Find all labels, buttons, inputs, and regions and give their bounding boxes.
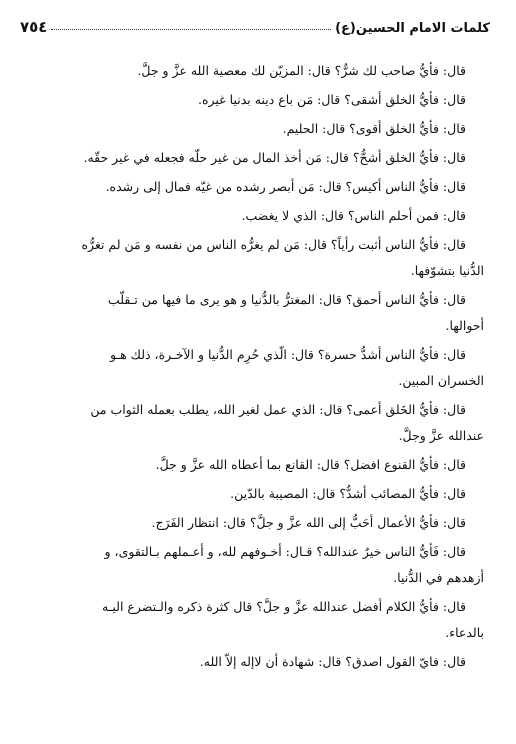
paragraph xyxy=(36,287,484,339)
paragraph xyxy=(36,116,466,142)
page-body xyxy=(36,58,484,678)
page-header xyxy=(20,14,490,36)
paragraph xyxy=(36,58,466,84)
paragraph-text: قال: فأيُّ صاحب لك شرٌّ؟ قال: المزيّن لك معصية الله عزَّ و جلَّ. xyxy=(137,63,466,78)
paragraph xyxy=(36,87,466,113)
paragraph-text: قال: فَأيُّ الناس خيرٌ عندالله؟ قـال: أخـوفهم لله، و أعـملهم بـالتقوى، و xyxy=(104,544,466,559)
paragraph-text: قال: فأيُّ الناس أحمق؟ قال: المغترُّ بالدُّنيا و هو يرى ما فيها من تـقلّب xyxy=(107,292,466,307)
paragraph-text: قال: فأيُّ الخلق أشحُّ؟ قال: مَن أخذ المال من غير حلّه فجعله في غير حقّه. xyxy=(83,150,466,165)
paragraph xyxy=(36,452,466,478)
paragraph-text: قال: فأيُّ الخلق أشقى؟ قال: مَن باع دينه بدنيا غيره. xyxy=(197,92,466,107)
paragraph-text: قال: فمن أحلم الناس؟ قال: الذي لا يغضب. xyxy=(241,208,466,223)
paragraph xyxy=(36,174,466,200)
paragraph-continuation: الخسران المبين. xyxy=(398,373,484,388)
paragraph xyxy=(36,203,466,229)
paragraph-text: قال: فأيُّ الخلق أقوى؟ قال: الحليم. xyxy=(282,121,466,136)
paragraph xyxy=(36,145,466,171)
paragraph-continuation: أزهدهم في الدُّنيا. xyxy=(393,570,484,585)
paragraph-text: قال: فأيُّ الخَلق أعمى؟ قال: الذي عمل لغير الله، يطلب بعمله الثواب من xyxy=(90,402,466,417)
paragraph xyxy=(36,342,484,394)
paragraph xyxy=(36,481,466,507)
paragraph-continuation: بالدعاء. xyxy=(445,625,484,640)
paragraph xyxy=(36,539,484,591)
book-title: كلمات الامام الحسين(ع) xyxy=(335,21,490,36)
paragraph-text: قال: فأيُّ الأعمال أحَبُّ إلى الله عزَّ و جلَّ؟ قال: انتظار الفَرَج. xyxy=(151,515,466,530)
paragraph-text: قال: فايّ القول اصدق؟ قال: شهادة أن لاإله إلاّ الله. xyxy=(199,654,466,669)
paragraph xyxy=(36,397,484,449)
header-leader-dots xyxy=(51,29,331,30)
paragraph xyxy=(36,510,466,536)
paragraph xyxy=(36,649,466,675)
paragraph-text: قال: فأيُّ الناس أكيس؟ قال: مَن أبصر رشده من غيّه فمال إلى رشده. xyxy=(105,179,466,194)
paragraph-continuation: عندالله عزَّ وجلَّ. xyxy=(398,428,484,443)
paragraph-text: قال: فأيُّ المصائب أشدُّ؟ قال: المصيبة بالدّين. xyxy=(230,486,466,501)
paragraph-text: قال: فأيُّ القنوع افضل؟ قال: القانع بما أعطاه الله عزَّ و جلَّ. xyxy=(155,457,466,472)
paragraph xyxy=(36,232,484,284)
paragraph xyxy=(36,594,484,646)
paragraph-continuation: الدُّنيا بتشوّفها. xyxy=(410,263,484,278)
paragraph-continuation: أحوالها. xyxy=(445,318,484,333)
paragraph-text: قال: فأيُّ الناس أشدُّ حسرة؟ قال: الّذي حُرِم الدُّنيا و الآخـرة، ذلك هـو xyxy=(109,347,466,362)
page-number: ٧٥٤ xyxy=(20,18,48,36)
paragraph-text: قال: فأيُّ الناس أثبت رأياً؟ قال: مَن لم يغرُّه الناس من نفسه و مَن لم تغرُّه xyxy=(81,237,466,252)
paragraph-text: قال: فأيُّ الكلام أفضل عندالله عزَّ و جلَّ؟ قال كثرة ذكره والـتضرع اليـه xyxy=(102,599,466,614)
